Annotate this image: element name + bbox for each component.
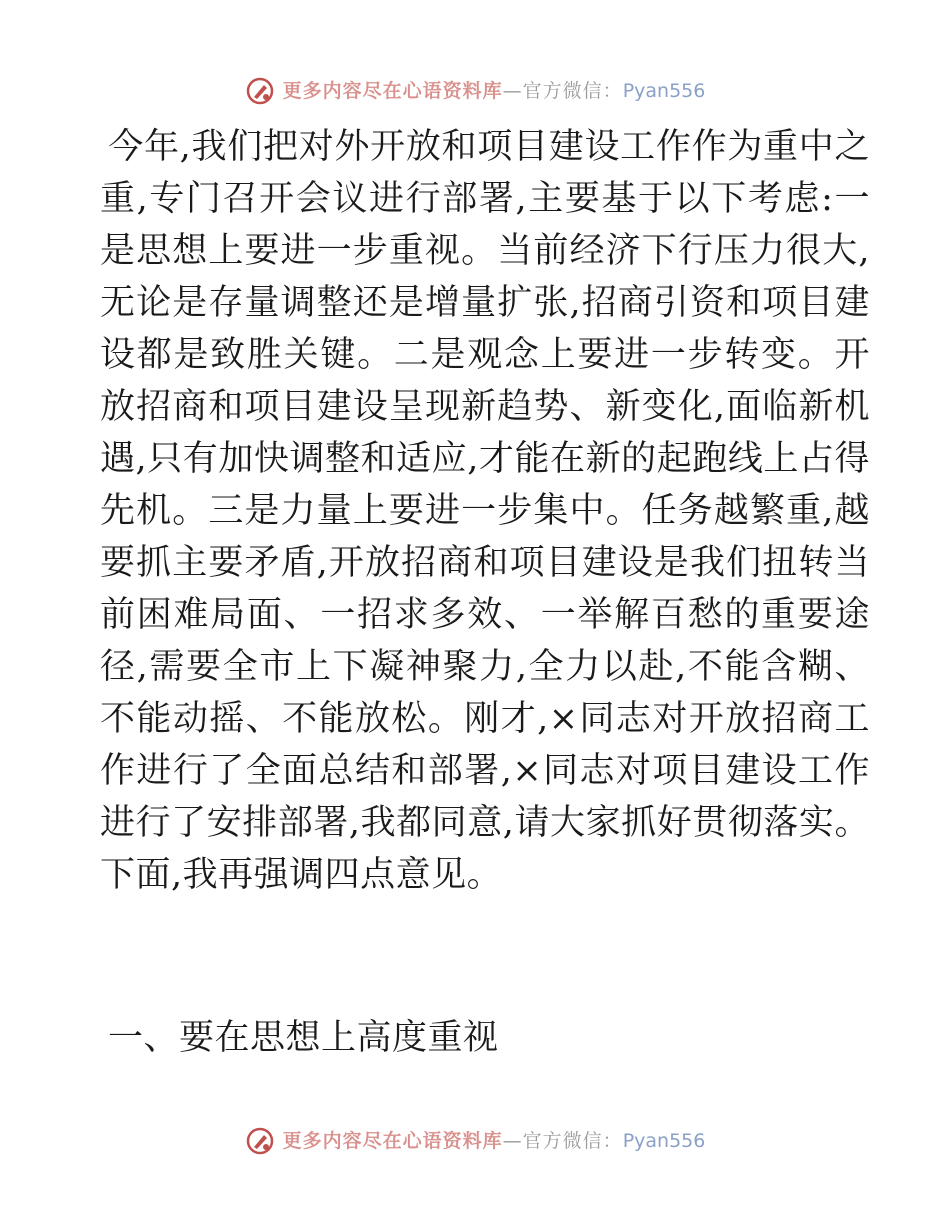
watermark-header [0, 76, 950, 106]
watermark-separator-text: —官方微信： [502, 80, 623, 102]
watermark-main-text: 更多内容尽在心语资料库 [282, 1130, 503, 1152]
watermark-id-text: Pyan556 [622, 80, 706, 102]
brand-logo-icon [245, 76, 275, 106]
watermark-id-text: Pyan556 [622, 1130, 706, 1152]
watermark-separator-text: —官方微信： [502, 1130, 623, 1152]
body-paragraph-text: 今年,我们把对外开放和项目建设工作作为重中之重,专门召开会议进行部署,主要基于以下考虑:一是思想上要进一步重视。当前经济下行压力很大,无论是存量调整还是增量扩张,招商引资和项目建设都是致胜关键。二是观念上要进一步转变。开放招商和项目建设呈现新趋势、新变化,面临新机遇,只有加快调整和适应,才能在新的起跑线上占得先机。三是力量上要进一步集中。任务越繁重,越要抓主要矛盾,开放招商和项目建设是我们扭转当前困难局面、一招求多效、一举解百愁的重要途径,需要全市上下凝神聚力,全力以赴,不能含糊、不能动摇、不能放松。刚才,×同志对开放招商工作进行了全面总结和部署,×同志对项目建设工作进行了安排部署,我都同意,请大家抓好贯彻落实。下面,我再强调四点意见。 [100, 127, 870, 895]
section-heading: 一、要在思想上高度重视 [108, 1018, 499, 1058]
body-paragraph [100, 121, 870, 901]
brand-logo-icon [245, 1126, 275, 1156]
watermark-footer [0, 1126, 950, 1156]
watermark-main-text: 更多内容尽在心语资料库 [282, 80, 503, 102]
